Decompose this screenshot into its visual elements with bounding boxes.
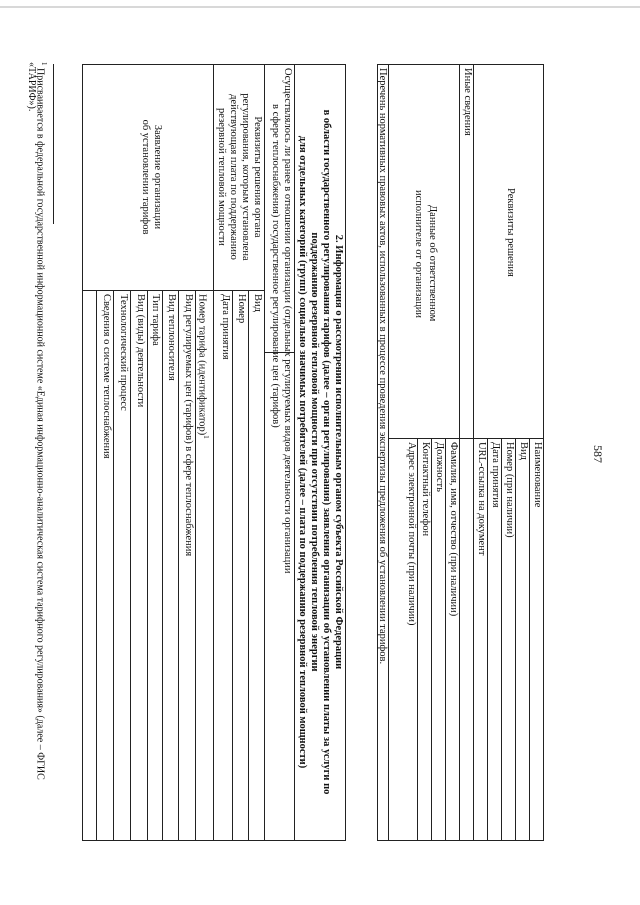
question-line-1: Осуществлялось ли ранее в отношении организации (отдельных регулируемых видов деятельности организации bbox=[282, 68, 293, 574]
group1-item: Дата принятия bbox=[490, 442, 501, 508]
footnote-separator bbox=[53, 64, 54, 224]
group2-item: Контактный телефон bbox=[420, 442, 431, 537]
group2-item: Адрес электронной почты (при наличии) bbox=[406, 442, 417, 626]
other-info-label: Иные сведения bbox=[462, 68, 473, 136]
section2-heading-line: 2. Информация о рассмотрении исполнительным органом субъекта Российской Федерации bbox=[333, 234, 344, 670]
group1-item: Вид bbox=[518, 442, 529, 460]
section2-heading-line: поддержанию резервной тепловой мощности при отсутствии потребления тепловой энергии bbox=[309, 232, 320, 672]
group1-item: Номер (при наличии) bbox=[504, 442, 515, 538]
zayav-item: Вид теплоносителя bbox=[166, 294, 177, 381]
page-number: 587 bbox=[591, 445, 605, 463]
rekv-label-line: действующая плата по поддержанию bbox=[228, 94, 239, 260]
rekv-item: Дата принятия bbox=[220, 294, 231, 360]
group2-item: Должность bbox=[434, 442, 445, 492]
zayav-item: Номер тарифа (идентификатор)$^1$ bbox=[196, 294, 210, 439]
rekv-item: Номер bbox=[236, 294, 247, 324]
responsible-label-1: Данные об ответственном bbox=[427, 205, 438, 322]
rekv-label-line: резервной тепловой мощности bbox=[216, 108, 227, 246]
zayav-item: Сведения о системе теплоснабжения bbox=[101, 294, 112, 459]
zayav-item: Технологический процесс bbox=[118, 294, 129, 411]
section2-heading-line: для отдельных категорий (групп) социально значимых потребителей (далее – плата по поддержанию резервной тепловой мощности) bbox=[297, 135, 308, 769]
zayav-item: Вид (виды) деятельности bbox=[135, 294, 146, 408]
group1-item: Наименование bbox=[532, 442, 543, 508]
rekvizity-label: Реквизиты решения bbox=[505, 188, 516, 277]
zayav-item: Вид регулируемых цен (тарифов) в сфере теплоснабжения bbox=[183, 294, 194, 557]
question-line-2: в сфере теплоснабжения) государственное регулирование цен (тарифов) bbox=[270, 104, 281, 428]
group1-item: URL-ссылка на документ bbox=[476, 442, 487, 556]
section2-heading-line: в области государственного регулирования тарифов (далее – орган регулирования) заявления организации об установлении платы за услуги по bbox=[321, 109, 332, 795]
rekv-label-line: Реквизиты решения органа bbox=[252, 116, 263, 238]
rekv-label-line: регулирования, которым установлена bbox=[240, 93, 251, 261]
zayav-label-line: Заявление организации bbox=[152, 124, 163, 230]
rekv-item: Вид bbox=[252, 294, 263, 312]
zayav-label-line: об установлении тарифов bbox=[140, 119, 151, 235]
zayav-item: Тип тарифа bbox=[150, 294, 161, 346]
group2-item: Фамилия, имя, отчество (при наличии) bbox=[448, 442, 459, 617]
footnote-line-2: «ТАРИФ»). bbox=[26, 62, 37, 112]
responsible-label-2: исполнителе от организации bbox=[413, 190, 424, 318]
footnote-line-1: $^1$ Присваивается в федеральной государственной информационной системе «Единая информационно-аналитическая система тарифного регулирования» (далее – ФГИС bbox=[34, 62, 48, 780]
npa-list-row: Перечень нормативных правовых актов, использованных в процессе проведения экспертизы предложения об установлении тарифов. bbox=[377, 68, 388, 665]
